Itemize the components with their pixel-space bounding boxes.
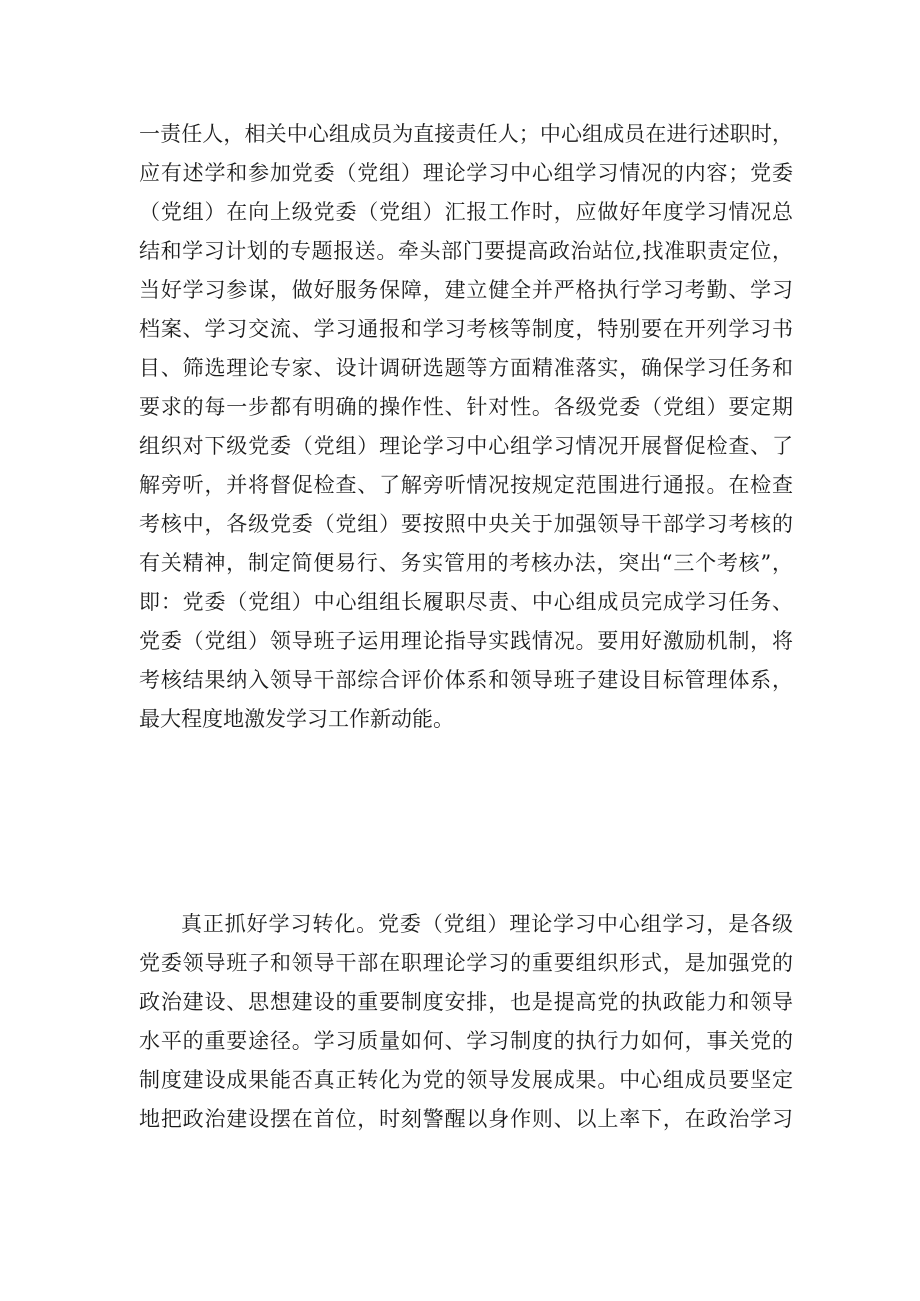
paragraph-line: 考核中，各级党委（党组）要按照中央关于加强领导干部学习考核的 bbox=[139, 512, 793, 536]
paragraph-line: 应有述学和参加党委（党组）理论学习中心组学习情况的内容；党委 bbox=[139, 161, 793, 185]
paragraph-line: 即：党委（党组）中心组组长履职尽责、中心组成员完成学习任务、 bbox=[139, 590, 793, 614]
paragraph-line: 水平的重要途径。学习质量如何、学习制度的执行力如何，事关党的 bbox=[139, 1029, 793, 1053]
paragraph-line: 制度建设成果能否真正转化为党的领导发展成果。中心组成员要坚定 bbox=[139, 1068, 793, 1092]
paragraph-line: 政治建设、思想建设的重要制度安排，也是提高党的执政能力和领导 bbox=[139, 990, 793, 1014]
paragraph-line: （党组）在向上级党委（党组）汇报工作时，应做好年度学习情况总 bbox=[139, 200, 793, 224]
paragraph-line: 解旁听，并将督促检查、了解旁听情况按规定范围进行通报。在检查 bbox=[139, 473, 793, 497]
paragraph-line: 档案、学习交流、学习通报和学习考核等制度，特别要在开列学习书 bbox=[139, 317, 793, 341]
paragraph-line: 要求的每一步都有明确的操作性、针对性。各级党委（党组）要定期 bbox=[139, 395, 793, 419]
paragraph-line: 最大程度地激发学习工作新动能。 bbox=[139, 707, 454, 731]
paragraph-line: 当好学习参谋，做好服务保障，建立健全并严格执行学习考勤、学习 bbox=[139, 278, 793, 302]
paragraph-line: 结和学习计划的专题报送。牵头部门要提高政治站位,找准职责定位， bbox=[139, 239, 793, 263]
paragraph-line: 组织对下级党委（党组）理论学习中心组学习情况开展督促检查、了 bbox=[139, 434, 793, 458]
paragraph-line: 一责任人，相关中心组成员为直接责任人；中心组成员在进行述职时， bbox=[139, 122, 793, 146]
paragraph-line: 目、筛选理论专家、设计调研选题等方面精准落实，确保学习任务和 bbox=[139, 356, 793, 380]
paragraph-line: 有关精神，制定简便易行、务实管用的考核办法，突出“三个考核”， bbox=[139, 551, 793, 575]
paragraph-line: 考核结果纳入领导干部综合评价体系和领导班子建设目标管理体系， bbox=[139, 668, 793, 692]
paragraph-line: 党委领导班子和领导干部在职理论学习的重要组织形式，是加强党的 bbox=[139, 951, 793, 975]
paragraph-line: 党委（党组）领导班子运用理论指导实践情况。要用好激励机制，将 bbox=[139, 629, 793, 653]
paragraph-line: 真正抓好学习转化。党委（党组）理论学习中心组学习，是各级 bbox=[181, 912, 793, 936]
paragraph-study-responsibility bbox=[139, 115, 793, 739]
paragraph-study-transformation bbox=[139, 905, 793, 1139]
paragraph-line: 地把政治建设摆在首位，时刻警醒以身作则、以上率下，在政治学习 bbox=[139, 1107, 793, 1131]
